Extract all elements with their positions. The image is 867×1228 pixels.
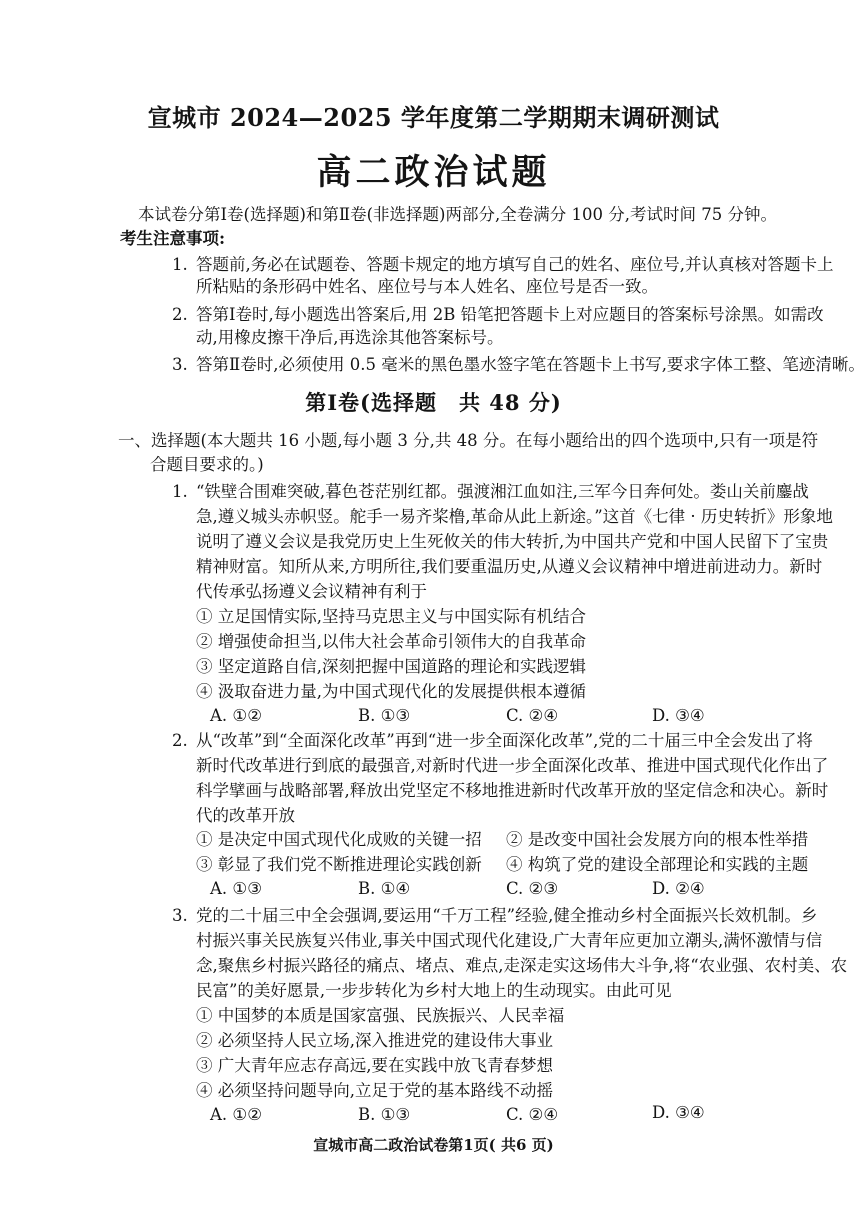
question-stem-line: 民富”的美好愿景,一步步转化为乡村大地上的生动现实。由此可见 [196,981,672,1000]
question-stem-line: 精神财富。知所从来,方明所往,我们要重温历史,从遵义会议精神中增进前进动力。新时 [196,557,823,576]
question-stem-line: 代传承弘扬遵义会议精神有利于 [196,582,427,601]
question-item: ③ 坚定道路自信,深刻把握中国道路的理论和实践逻辑 [196,657,586,676]
question-stem-line: 急,遵义城头赤帜竖。舵手一易齐桨橹,革命从此上新途。”这首《七律 · 历史转折》形象地 [196,507,833,526]
note-number: 1. [172,255,188,274]
exam-subtitle: 高二政治试题 [316,152,551,193]
question-item: ① 中国梦的本质是国家富强、民族振兴、人民幸福 [196,1006,565,1025]
question-item: ② 是改变中国社会发展方向的根本性举措 [506,830,809,849]
question-stem-line: 科学擘画与战略部署,释放出党坚定不移地推进新时代改革开放的坚定信念和决心。新时 [196,781,829,800]
note-text: 答第Ⅰ卷时,每小题选出答案后,用 2B 铅笔把答题卡上对应题目的答案标号涂黑。如需改 [196,305,824,324]
question-stem-line: 从“改革”到“全面深化改革”再到“进一步全面深化改革”,党的二十届三中全会发出了将 [196,731,813,750]
question-number: 2. [172,731,188,750]
answer-choice: A. ①② [210,706,262,725]
question-item: ② 增强使命担当,以伟大社会革命引领伟大的自我革命 [196,632,586,651]
question-item: ② 必须坚持人民立场,深入推进党的建设伟大事业 [196,1031,553,1050]
intro-line: 本试卷分第Ⅰ卷(选择题)和第Ⅱ卷(非选择题)两部分,全卷满分 100 分,考试时间 75 分钟。 [138,205,777,224]
answer-choice: A. ①② [210,1105,262,1124]
section-instruction: 合题目要求的。) [150,455,264,474]
question-item: ④ 汲取奋进力量,为中国式现代化的发展提供根本遵循 [196,682,586,701]
answer-choice: C. ②④ [506,706,559,725]
question-stem-line: 说明了遵义会议是我党历史上生死攸关的伟大转折,为中国共产党和中国人民留下了宝贵 [196,532,829,551]
answer-choice: A. ①③ [210,879,262,898]
answer-choice: D. ③④ [652,706,705,725]
note-number: 3. [172,355,188,374]
answer-choice: D. ②④ [652,879,705,898]
answer-choice: D. ③④ [652,1103,705,1122]
answer-choice: B. ①③ [358,706,411,725]
question-number: 1. [172,482,188,501]
question-item: ④ 必须坚持问题导向,立足于党的基本路线不动摇 [196,1081,553,1100]
notes-label: 考生注意事项: [120,229,226,248]
question-stem-line: 党的二十届三中全会强调,要运用“千万工程”经验,健全推动乡村全面振兴长效机制。乡 [196,906,818,925]
question-number: 3. [172,906,188,925]
exam-title: 宣城市 2024—2025 学年度第二学期期末调研测试 [147,103,720,132]
question-stem-line: 代的改革开放 [196,806,295,825]
note-text: 答第Ⅱ卷时,必须使用 0.5 毫米的黑色墨水签字笔在答题卡上书写,要求字体工整、笔迹清晰。 [196,355,865,374]
question-item: ① 是决定中国式现代化成败的关键一招 [196,830,482,849]
question-stem-line: 村振兴事关民族复兴伟业,事关中国式现代化建设,广大青年应更加立潮头,满怀激情与信 [196,931,823,950]
question-stem-line: 新时代改革进行到底的最强音,对新时代进一步全面深化改革、推进中国式现代化作出了 [196,756,829,775]
question-stem-line: 念,聚焦乡村振兴路径的痛点、堵点、难点,走深走实这场伟大斗争,将“农业强、农村美、农 [196,956,848,975]
question-item: ③ 广大青年应志存高远,要在实践中放飞青春梦想 [196,1056,553,1075]
question-item: ① 立足国情实际,坚持马克思主义与中国实际有机结合 [196,607,586,626]
answer-choice: B. ①③ [358,1105,411,1124]
section-instruction: 一、选择题(本大题共 16 小题,每小题 3 分,共 48 分。在每小题给出的四个选项中,只有一项是符 [118,431,819,450]
note-text: 动,用橡皮擦干净后,再选涂其他答案标号。 [196,328,504,347]
answer-choice: C. ②③ [506,879,559,898]
section-heading: 第Ⅰ卷(选择题 共 48 分) [305,390,562,415]
question-item: ③ 彰显了我们党不断推进理论实践创新 [196,855,482,874]
answer-choice: B. ①④ [358,879,411,898]
note-text: 所粘贴的条形码中姓名、座位号与本人姓名、座位号是否一致。 [196,277,658,296]
page-footer: 宣城市高二政治试卷第1页( 共6 页) [313,1136,554,1154]
note-number: 2. [172,305,188,324]
question-item: ④ 构筑了党的建设全部理论和实践的主题 [506,855,809,874]
answer-choice: C. ②④ [506,1105,559,1124]
note-text: 答题前,务必在试题卷、答题卡规定的地方填写自己的姓名、座位号,并认真核对答题卡上 [196,255,834,274]
question-stem-line: “铁壁合围难突破,暮色苍茫别红都。强渡湘江血如注,三军今日奔何处。娄山关前鏖战 [196,482,809,501]
